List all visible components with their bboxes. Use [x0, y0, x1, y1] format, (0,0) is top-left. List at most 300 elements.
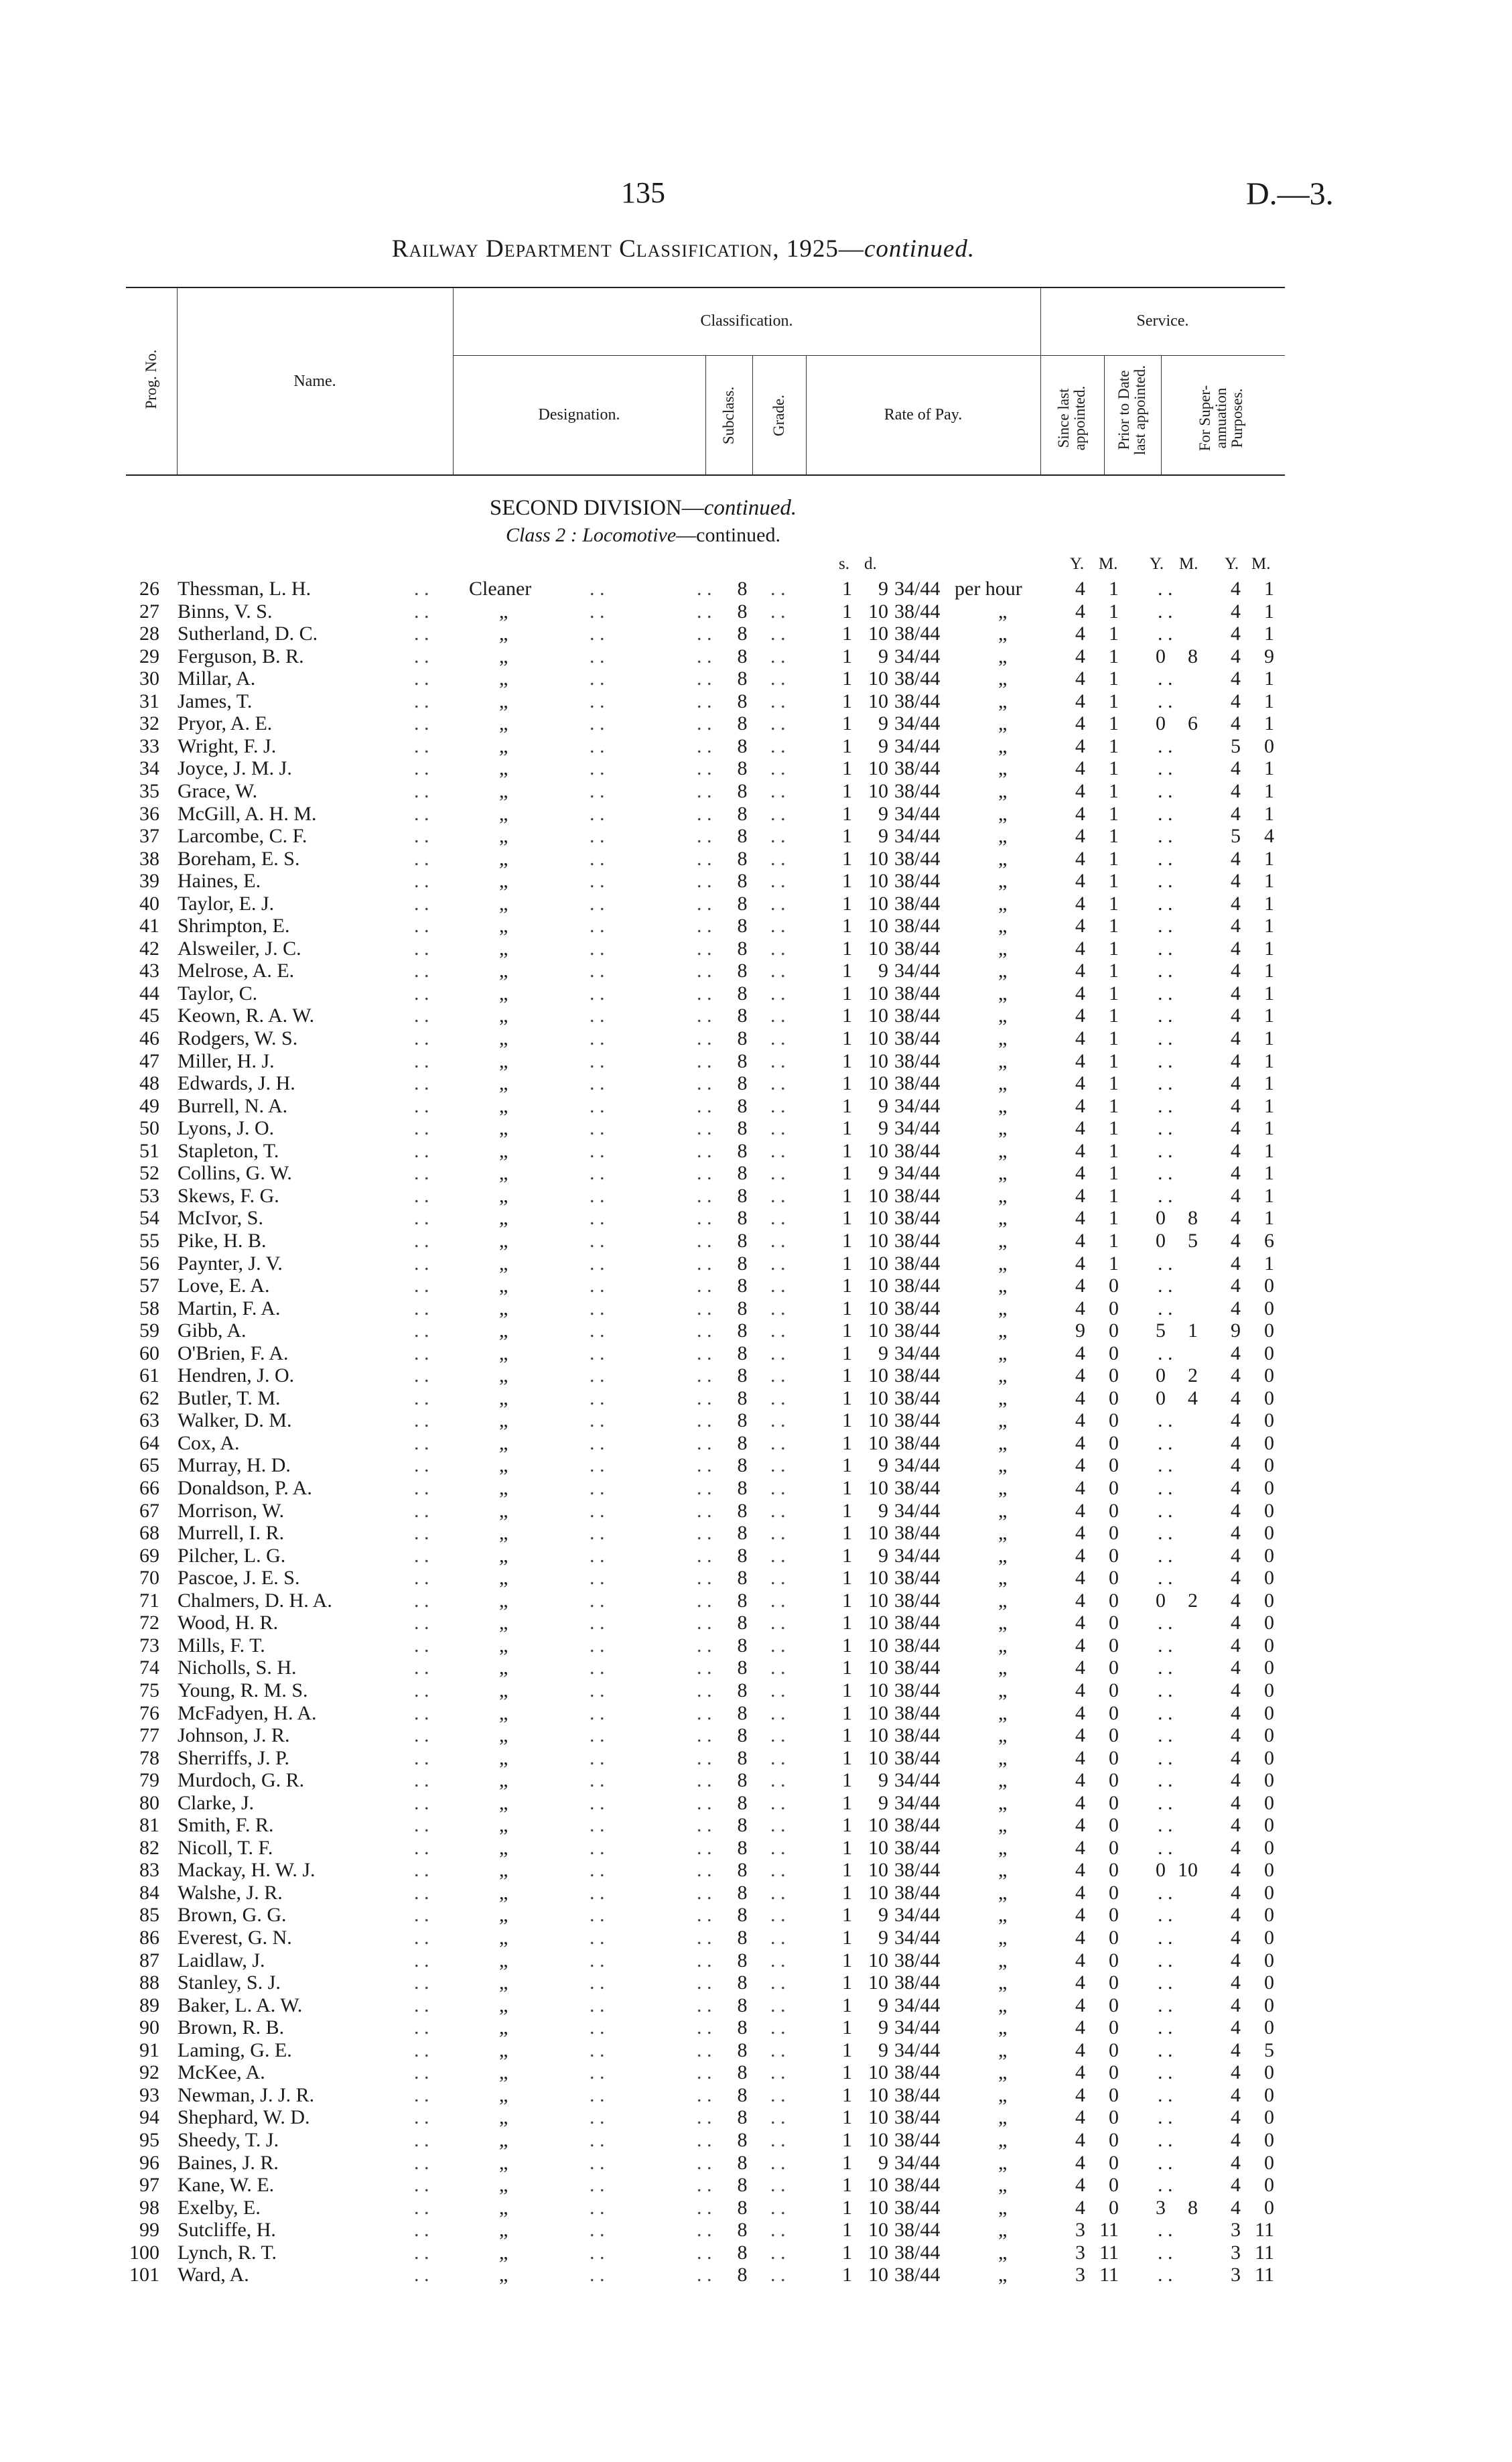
cell-super-years: 4: [1231, 2083, 1241, 2106]
cell-prog-no: 90: [139, 2016, 159, 2039]
cell-super-months: 0: [1264, 1275, 1274, 1297]
cell-super-months: 4: [1264, 825, 1274, 848]
cell-pence: 9: [878, 1117, 888, 1140]
leader-after-subclass: . .: [770, 1207, 786, 1230]
cell-pence: 10: [868, 667, 888, 690]
cell-prior-blank: . .: [1158, 690, 1173, 712]
cell-pence: 9: [878, 1927, 888, 1949]
cell-subclass: 8: [737, 1207, 748, 1230]
leader-before-subclass: . .: [697, 2061, 712, 2084]
leader-after-subclass: . .: [770, 960, 786, 982]
cell-super-months: 0: [1264, 1769, 1274, 1792]
leader-after-designation: . .: [590, 2241, 605, 2264]
cell-rate-ditto: „: [998, 1049, 1008, 1072]
cell-since-years: 4: [1075, 1139, 1085, 1162]
cell-since-months: 0: [1109, 1386, 1119, 1409]
leader-before-subclass: . .: [697, 802, 712, 825]
leader-after-name: . .: [414, 1027, 429, 1049]
cell-prog-no: 51: [139, 1139, 159, 1162]
cell-prior-blank: . .: [1158, 1612, 1173, 1634]
cell-designation-ditto: „: [499, 1724, 508, 1747]
cell-since-years: 4: [1075, 1567, 1085, 1590]
table-row: [0, 893, 1512, 915]
cell-name: Lynch, R. T.: [178, 2241, 277, 2264]
leader-after-subclass: . .: [770, 734, 786, 757]
cell-designation-ditto: „: [499, 1701, 508, 1724]
cell-subclass: 8: [737, 1184, 748, 1207]
leader-before-subclass: . .: [697, 1679, 712, 1701]
cell-subclass: 8: [737, 2016, 748, 2039]
cell-rate-ditto: „: [998, 1836, 1008, 1859]
leader-after-subclass: . .: [770, 1589, 786, 1612]
cell-name: Miller, H. J.: [178, 1049, 275, 1072]
cell-super-months: 0: [1264, 1431, 1274, 1454]
cell-rate-ditto: „: [998, 1746, 1008, 1769]
cell-shillings: 1: [842, 1994, 852, 2016]
cell-rate-ditto: „: [998, 1027, 1008, 1049]
cell-designation-ditto: „: [499, 1139, 508, 1162]
table-row: [0, 2242, 1512, 2264]
cell-shillings: 1: [842, 1409, 852, 1432]
leader-after-designation: . .: [590, 1589, 605, 1612]
cell-rate-ditto: „: [998, 2219, 1008, 2242]
cell-super-years: 4: [1231, 779, 1241, 802]
cell-since-years: 4: [1075, 1005, 1085, 1027]
cell-since-months: 0: [1109, 1477, 1119, 1499]
cell-designation-ditto: „: [499, 2128, 508, 2151]
cell-prog-no: 58: [139, 1297, 159, 1319]
cell-prog-no: 53: [139, 1184, 159, 1207]
cell-super-months: 1: [1264, 1139, 1274, 1162]
cell-subclass: 8: [737, 2128, 748, 2151]
cell-rate-ditto: „: [998, 1319, 1008, 1342]
leader-before-subclass: . .: [697, 734, 712, 757]
table-row: [0, 848, 1512, 870]
leader-after-designation: . .: [590, 2264, 605, 2286]
cell-prog-no: 41: [139, 915, 159, 937]
cell-designation-ditto: „: [499, 1386, 508, 1409]
cell-shillings: 1: [842, 1836, 852, 1859]
cell-designation-ditto: „: [499, 1589, 508, 1612]
cell-prior-blank: . .: [1158, 1522, 1173, 1545]
cell-subclass: 8: [737, 578, 748, 600]
cell-since-months: 11: [1099, 2219, 1119, 2242]
cell-super-months: 9: [1264, 645, 1274, 667]
cell-since-months: 1: [1109, 1139, 1119, 1162]
leader-after-subclass: . .: [770, 847, 786, 870]
leader-before-subclass: . .: [697, 1971, 712, 1994]
cell-name: Burrell, N. A.: [178, 1094, 288, 1117]
cell-fraction: 38/44: [894, 1657, 941, 1679]
cell-prior-years: 0: [1156, 1859, 1166, 1882]
cell-super-months: 0: [1264, 2083, 1274, 2106]
table-row: [0, 1454, 1512, 1477]
cell-subclass: 8: [737, 1612, 748, 1634]
cell-prior-months: 2: [1188, 1364, 1198, 1387]
leader-after-name: . .: [414, 1859, 429, 1882]
cell-shillings: 1: [842, 690, 852, 712]
cell-shillings: 1: [842, 1904, 852, 1927]
leader-after-subclass: . .: [770, 690, 786, 712]
leader-after-designation: . .: [590, 1994, 605, 2016]
cell-super-years: 4: [1231, 982, 1241, 1005]
cell-prog-no: 42: [139, 937, 159, 960]
table-row: [0, 982, 1512, 1005]
cell-shillings: 1: [842, 1949, 852, 1971]
cell-fraction: 38/44: [894, 1275, 941, 1297]
cell-designation-ditto: „: [499, 1814, 508, 1837]
cell-subclass: 8: [737, 1881, 748, 1904]
cell-super-months: 1: [1264, 1117, 1274, 1140]
leader-after-designation: . .: [590, 1657, 605, 1679]
leader-before-subclass: . .: [697, 2128, 712, 2151]
cell-super-years: 4: [1231, 1904, 1241, 1927]
cell-prog-no: 37: [139, 825, 159, 848]
cell-pence: 10: [868, 1275, 888, 1297]
leader-after-name: . .: [414, 645, 429, 667]
cell-pence: 9: [878, 802, 888, 825]
document-code: D.—3.: [1246, 176, 1334, 212]
cell-super-years: 4: [1231, 1769, 1241, 1792]
cell-rate-ditto: „: [998, 2241, 1008, 2264]
cell-prior-blank: . .: [1158, 982, 1173, 1005]
cell-since-years: 3: [1075, 2241, 1085, 2264]
leader-after-subclass: . .: [770, 2016, 786, 2039]
cell-shillings: 1: [842, 2016, 852, 2039]
leader-after-designation: . .: [590, 1454, 605, 1477]
cell-name: Melrose, A. E.: [178, 960, 295, 982]
cell-designation-ditto: „: [499, 960, 508, 982]
cell-rate-ditto: „: [998, 2038, 1008, 2061]
cell-since-years: 4: [1075, 937, 1085, 960]
cell-since-months: 0: [1109, 1814, 1119, 1837]
leader-after-subclass: . .: [770, 982, 786, 1005]
cell-rate-ditto: „: [998, 1904, 1008, 1927]
cell-super-months: 1: [1264, 960, 1274, 982]
cell-prior-months: 6: [1188, 712, 1198, 735]
leader-after-designation: . .: [590, 1701, 605, 1724]
cell-super-years: 4: [1231, 1859, 1241, 1882]
table-row: [0, 735, 1512, 758]
cell-subclass: 8: [737, 1386, 748, 1409]
leader-after-subclass: . .: [770, 2241, 786, 2264]
cell-since-months: 0: [1109, 1612, 1119, 1634]
cell-since-years: 9: [1075, 1319, 1085, 1342]
cell-subclass: 8: [737, 1454, 748, 1477]
cell-designation-ditto: „: [499, 1094, 508, 1117]
leader-after-subclass: . .: [770, 1162, 786, 1185]
cell-fraction: 34/44: [894, 1117, 941, 1140]
cell-prior-blank: . .: [1158, 825, 1173, 848]
cell-prior-blank: . .: [1158, 1971, 1173, 1994]
leader-after-subclass: . .: [770, 712, 786, 735]
cell-subclass: 8: [737, 1162, 748, 1185]
leader-after-subclass: . .: [770, 2106, 786, 2129]
leader-after-designation: . .: [590, 1567, 605, 1590]
cell-prog-no: 95: [139, 2128, 159, 2151]
cell-since-years: 4: [1075, 825, 1085, 848]
cell-since-months: 0: [1109, 1791, 1119, 1814]
leader-after-designation: . .: [590, 1162, 605, 1185]
leader-after-name: . .: [414, 825, 429, 848]
cell-pence: 10: [868, 1701, 888, 1724]
cell-rate-ditto: „: [998, 1072, 1008, 1095]
cell-since-months: 1: [1109, 600, 1119, 623]
cell-designation-ditto: „: [499, 870, 508, 893]
cell-designation-ditto: „: [499, 600, 508, 623]
cell-designation-ditto: „: [499, 1927, 508, 1949]
leader-after-name: . .: [414, 1679, 429, 1701]
cell-name: Ward, A.: [178, 2264, 249, 2286]
cell-designation-ditto: „: [499, 892, 508, 915]
cell-fraction: 38/44: [894, 2219, 941, 2242]
cell-super-months: 0: [1264, 1499, 1274, 1522]
cell-prog-no: 84: [139, 1881, 159, 1904]
leader-after-name: . .: [414, 2106, 429, 2129]
cell-prog-no: 38: [139, 847, 159, 870]
cell-shillings: 1: [842, 2083, 852, 2106]
leader-after-designation: . .: [590, 1117, 605, 1140]
leader-before-subclass: . .: [697, 1386, 712, 1409]
leader-before-subclass: . .: [697, 1117, 712, 1140]
cell-super-years: 4: [1231, 623, 1241, 645]
leader-after-designation: . .: [590, 2106, 605, 2129]
leader-before-subclass: . .: [697, 1454, 712, 1477]
cell-name: Clarke, J.: [178, 1791, 255, 1814]
cell-rate-ditto: „: [998, 779, 1008, 802]
table-row: [0, 2016, 1512, 2039]
cell-pence: 10: [868, 915, 888, 937]
leader-after-designation: . .: [590, 1499, 605, 1522]
cell-subclass: 8: [737, 1791, 748, 1814]
leader-after-designation: . .: [590, 779, 605, 802]
leader-before-subclass: . .: [697, 2264, 712, 2286]
cell-designation-ditto: „: [499, 802, 508, 825]
leader-before-subclass: . .: [697, 1005, 712, 1027]
cell-rate-ditto: „: [998, 1634, 1008, 1657]
cell-rate-ditto: „: [998, 1139, 1008, 1162]
cell-prog-no: 93: [139, 2083, 159, 2106]
cell-fraction: 34/44: [894, 578, 941, 600]
leader-after-designation: . .: [590, 1679, 605, 1701]
cell-fraction: 34/44: [894, 825, 941, 848]
leader-after-subclass: . .: [770, 645, 786, 667]
cell-super-years: 4: [1231, 1971, 1241, 1994]
cell-rate-ditto: „: [998, 1252, 1008, 1275]
leader-after-name: . .: [414, 1431, 429, 1454]
cell-subclass: 8: [737, 1567, 748, 1590]
cell-name: Collins, G. W.: [178, 1162, 292, 1185]
cell-super-years: 4: [1231, 1994, 1241, 2016]
leader-before-subclass: . .: [697, 1589, 712, 1612]
cell-designation-ditto: „: [499, 1746, 508, 1769]
cell-super-months: 1: [1264, 892, 1274, 915]
cell-pence: 10: [868, 1859, 888, 1882]
cell-prog-no: 86: [139, 1927, 159, 1949]
cell-super-months: 0: [1264, 2106, 1274, 2129]
cell-shillings: 1: [842, 2151, 852, 2174]
leader-after-subclass: . .: [770, 2174, 786, 2197]
cell-pence: 10: [868, 1431, 888, 1454]
cell-prog-no: 64: [139, 1431, 159, 1454]
cell-subclass: 8: [737, 1634, 748, 1657]
cell-fraction: 38/44: [894, 2083, 941, 2106]
cell-fraction: 38/44: [894, 1229, 941, 1252]
leader-before-subclass: . .: [697, 1769, 712, 1792]
division-heading: [490, 496, 797, 521]
cell-shillings: 1: [842, 734, 852, 757]
unit-shillings: s.: [839, 555, 849, 573]
cell-pence: 10: [868, 1679, 888, 1701]
cell-since-months: 1: [1109, 960, 1119, 982]
cell-pence: 10: [868, 1184, 888, 1207]
cell-shillings: 1: [842, 1657, 852, 1679]
leader-after-designation: . .: [590, 1431, 605, 1454]
cell-prior-blank: . .: [1158, 937, 1173, 960]
table-row: [0, 1409, 1512, 1432]
cell-prog-no: 99: [139, 2219, 159, 2242]
leader-before-subclass: . .: [697, 2174, 712, 2197]
cell-since-months: 1: [1109, 779, 1119, 802]
cell-subclass: 8: [737, 1949, 748, 1971]
cell-name: Alsweiler, J. C.: [178, 937, 301, 960]
table-row: [0, 600, 1512, 623]
cell-super-months: 0: [1264, 2151, 1274, 2174]
leader-before-subclass: . .: [697, 1364, 712, 1387]
leader-after-designation: . .: [590, 1791, 605, 1814]
cell-rate-ditto: „: [998, 757, 1008, 780]
cell-prior-blank: . .: [1158, 960, 1173, 982]
table-row: [0, 1162, 1512, 1185]
cell-designation-ditto: „: [499, 1544, 508, 1567]
cell-super-months: 1: [1264, 690, 1274, 712]
cell-subclass: 8: [737, 1836, 748, 1859]
cell-since-months: 1: [1109, 667, 1119, 690]
cell-since-years: 4: [1075, 2174, 1085, 2197]
cell-prior-years: 3: [1156, 2196, 1166, 2219]
leader-before-subclass: . .: [697, 1814, 712, 1837]
cell-super-years: 4: [1231, 1927, 1241, 1949]
cell-name: Walker, D. M.: [178, 1409, 292, 1432]
table-row: [0, 1027, 1512, 1050]
cell-super-years: 5: [1231, 734, 1241, 757]
cell-since-years: 4: [1075, 1499, 1085, 1522]
cell-since-years: 4: [1075, 667, 1085, 690]
cell-rate-ditto: „: [998, 1657, 1008, 1679]
cell-pence: 9: [878, 578, 888, 600]
leader-after-name: . .: [414, 1364, 429, 1387]
cell-name: Ferguson, B. R.: [178, 645, 304, 667]
cell-rate-ditto: „: [998, 1005, 1008, 1027]
cell-name: Smith, F. R.: [178, 1814, 274, 1837]
cell-designation-ditto: „: [499, 1522, 508, 1545]
cell-name: Thessman, L. H.: [178, 578, 312, 600]
cell-since-months: 11: [1099, 2241, 1119, 2264]
cell-prog-no: 47: [139, 1049, 159, 1072]
cell-super-years: 4: [1231, 712, 1241, 735]
unit-months-1: M.: [1099, 555, 1118, 573]
cell-designation-ditto: „: [499, 982, 508, 1005]
cell-super-months: 1: [1264, 1094, 1274, 1117]
cell-prior-blank: . .: [1158, 2264, 1173, 2286]
leader-after-designation: . .: [590, 667, 605, 690]
page-number: 135: [621, 176, 665, 209]
cell-prior-blank: . .: [1158, 1252, 1173, 1275]
leader-after-designation: . .: [590, 1477, 605, 1499]
leader-after-name: . .: [414, 1252, 429, 1275]
cell-name: Binns, V. S.: [178, 600, 273, 623]
leader-before-subclass: . .: [697, 1252, 712, 1275]
leader-after-subclass: . .: [770, 1522, 786, 1545]
cell-prior-blank: . .: [1158, 1184, 1173, 1207]
cell-prog-no: 82: [139, 1836, 159, 1859]
cell-prog-no: 63: [139, 1409, 159, 1432]
leader-before-subclass: . .: [697, 1881, 712, 1904]
leader-after-designation: . .: [590, 1634, 605, 1657]
cell-super-years: 4: [1231, 2151, 1241, 2174]
table-row: [0, 1882, 1512, 1904]
table-row: [0, 1207, 1512, 1230]
leader-after-name: . .: [414, 2128, 429, 2151]
header-rate-of-pay: Rate of Pay.: [884, 406, 963, 424]
cell-subclass: 8: [737, 870, 748, 893]
cell-since-months: 0: [1109, 1567, 1119, 1590]
cell-since-years: 4: [1075, 1477, 1085, 1499]
cell-fraction: 38/44: [894, 667, 941, 690]
cell-super-months: 0: [1264, 1904, 1274, 1927]
cell-fraction: 38/44: [894, 1005, 941, 1027]
leader-after-name: . .: [414, 1949, 429, 1971]
cell-shillings: 1: [842, 1881, 852, 1904]
table-row: [0, 1814, 1512, 1837]
cell-prog-no: 69: [139, 1544, 159, 1567]
cell-since-years: 4: [1075, 1881, 1085, 1904]
cell-designation-ditto: „: [499, 1836, 508, 1859]
cell-since-months: 0: [1109, 1994, 1119, 2016]
leader-after-subclass: . .: [770, 1184, 786, 1207]
cell-fraction: 38/44: [894, 2106, 941, 2129]
cell-rate-ditto: „: [998, 1094, 1008, 1117]
leader-before-subclass: . .: [697, 712, 712, 735]
cell-since-years: 4: [1075, 1859, 1085, 1882]
cell-prog-no: 52: [139, 1162, 159, 1185]
cell-shillings: 1: [842, 1275, 852, 1297]
cell-super-years: 4: [1231, 2174, 1241, 2197]
cell-designation-ditto: „: [499, 2061, 508, 2084]
cell-subclass: 8: [737, 1994, 748, 2016]
cell-rate-ditto: „: [998, 1859, 1008, 1882]
cell-name: Cox, A.: [178, 1431, 240, 1454]
cell-shillings: 1: [842, 1005, 852, 1027]
unit-months-2: M.: [1179, 555, 1198, 573]
leader-after-subclass: . .: [770, 1072, 786, 1095]
cell-designation-ditto: „: [499, 1229, 508, 1252]
cell-fraction: 38/44: [894, 757, 941, 780]
cell-name: Joyce, J. M. J.: [178, 757, 292, 780]
leader-after-designation: . .: [590, 1814, 605, 1837]
leader-after-subclass: . .: [770, 1342, 786, 1364]
cell-super-years: 4: [1231, 1431, 1241, 1454]
leader-after-designation: . .: [590, 734, 605, 757]
leader-after-subclass: . .: [770, 1319, 786, 1342]
cell-fraction: 38/44: [894, 1701, 941, 1724]
cell-fraction: 38/44: [894, 1049, 941, 1072]
cell-fraction: 38/44: [894, 982, 941, 1005]
leader-after-name: . .: [414, 1544, 429, 1567]
leader-before-subclass: . .: [697, 1027, 712, 1049]
cell-shillings: 1: [842, 1207, 852, 1230]
cell-subclass: 8: [737, 667, 748, 690]
